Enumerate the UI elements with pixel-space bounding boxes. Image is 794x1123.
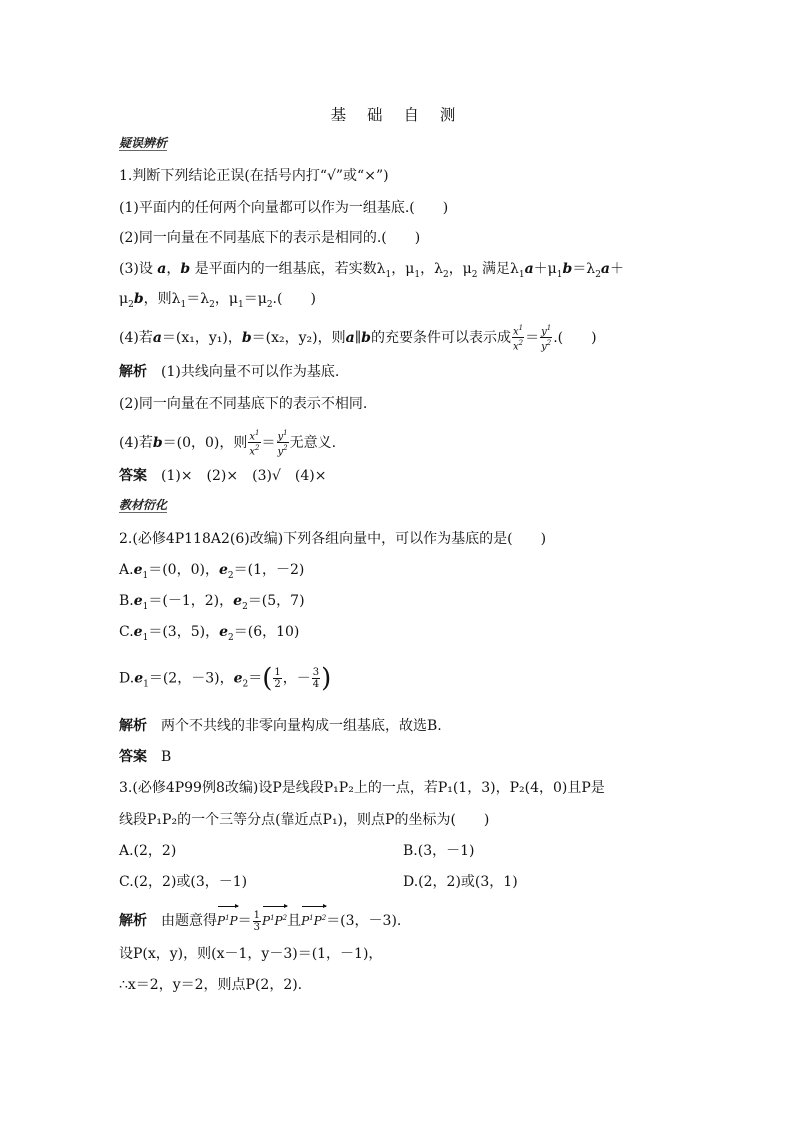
fraction-x1-x2: $\frac{x^1}{x^2}$ [512, 324, 524, 353]
q2-solution: 解析 两个不共线的非零向量构成一组基底，故选B. [119, 718, 442, 734]
q3-solution-line-2: 设P(x，y)，则(x－1，y－3)＝(1，－1)， [119, 946, 383, 962]
q3-solution-line-3: ∴x＝2，y＝2，则点P(2，2). [119, 977, 303, 993]
q3-option-d: D.(2，2)或(3，1) [403, 874, 518, 890]
page-title: 基 础 自 测 [330, 106, 464, 124]
q1-item-3-part-b: 是平面内的一组基底，若实数λ [194, 261, 386, 277]
q1-item-3-part-a: (3)设 [119, 261, 153, 277]
q1-solution-1: 解析 (1)共线向量不可以作为基底. [119, 364, 340, 380]
q2-stem: 2.(必修4P118A2(6)改编)下列各组向量中，可以作为基底的是( ) [119, 531, 547, 547]
q3-stem-line-1: 3.(必修4P99例8改编)设P是线段P₁P₂上的一点，若P₁(1，3)，P₂(4，0)且P是 [119, 780, 605, 796]
solution-label: 解析 [119, 364, 147, 380]
q1-item-3-line-2: $\mu_2b$，则$\lambda_1=\lambda_2$，$\mu_1=\mu_2$.( ) [119, 291, 316, 310]
vector-p1p2: $P^1P^2$ [262, 908, 287, 931]
q3-option-c: C.(2，2)或(3，－1) [119, 874, 248, 890]
q3-stem-line-2: 线段P₁P₂的一个三等分点(靠近点P₁)，则点P的坐标为( ) [119, 812, 490, 828]
section-label-textbook: 教材衍化 [119, 498, 168, 512]
q1-item-3-part-c: 满足λ [481, 261, 519, 277]
q1-answer: 答案 (1)× (2)× (3)√ (4)× [119, 468, 327, 484]
q1-solution-2: (2)同一向量在不同基底下的表示不相同. [119, 396, 368, 412]
q3-option-b: B.(3，－1) [403, 843, 475, 859]
q3-option-a: A.(2，2) [119, 843, 177, 859]
q1-item-4: (4)若a＝(x₁，y₁)，b＝(x₂，y₂)，则a∥b的充要条件可以表示成 $\frac{x^1}{x^2}$ ＝ $\frac{y^1}{y^2}$ .( ) [119, 324, 597, 353]
q2-option-a: $A.e_1=(0$，0)，$e_2=(1$，－2) [119, 562, 305, 581]
vector-a: a [157, 261, 167, 277]
q2-option-d: $D.e_1=(2$，－3)，$e_2=$( $\frac{1}{2}$ ，－ $\frac{3}{4}$ ) [119, 663, 332, 694]
q2-option-b: $B.e_1=(-1$，2)，$e_2=(5$，7) [119, 593, 305, 612]
section-label-error-analysis: 疑误辨析 [119, 136, 168, 150]
q1-item-2: (2)同一向量在不同基底下的表示是相同的.( ) [119, 230, 421, 246]
q2-option-c: $C.e_1=(3$，5)，$e_2=(6$，10) [119, 624, 300, 643]
q2-answer: 答案 B [119, 749, 172, 765]
q1-stem: 1.判断下列结论正误(在括号内打“√”或“×”) [119, 168, 389, 184]
q1-item-3: (3)设 a，b 是平面内的一组基底，若实数$\lambda_1$，$\mu_1$，$\lambda_2$，$\mu_2$ 满足$\lambda_1a+\mu_1b=\lambda_2a+$ [119, 261, 624, 280]
vector-p1p: $P^1P$ [217, 908, 238, 931]
q1-item-1: (1)平面内的任何两个向量都可以作为一组基底.( ) [119, 200, 449, 216]
vector-b: b [180, 261, 191, 277]
q1-solution-3: (4)若b＝(0，0)，则 $\frac{x^1}{x^2}$ ＝ $\frac{y^1}{y^2}$ 无意义. [119, 429, 337, 458]
q3-solution: 解析 由题意得$P^1P=$ $\frac{1}{3}$ $P^1P^2$且$P^1P^2=(3$，－3). [119, 909, 402, 933]
fraction-y1-y2: $\frac{y^1}{y^2}$ [541, 324, 552, 353]
